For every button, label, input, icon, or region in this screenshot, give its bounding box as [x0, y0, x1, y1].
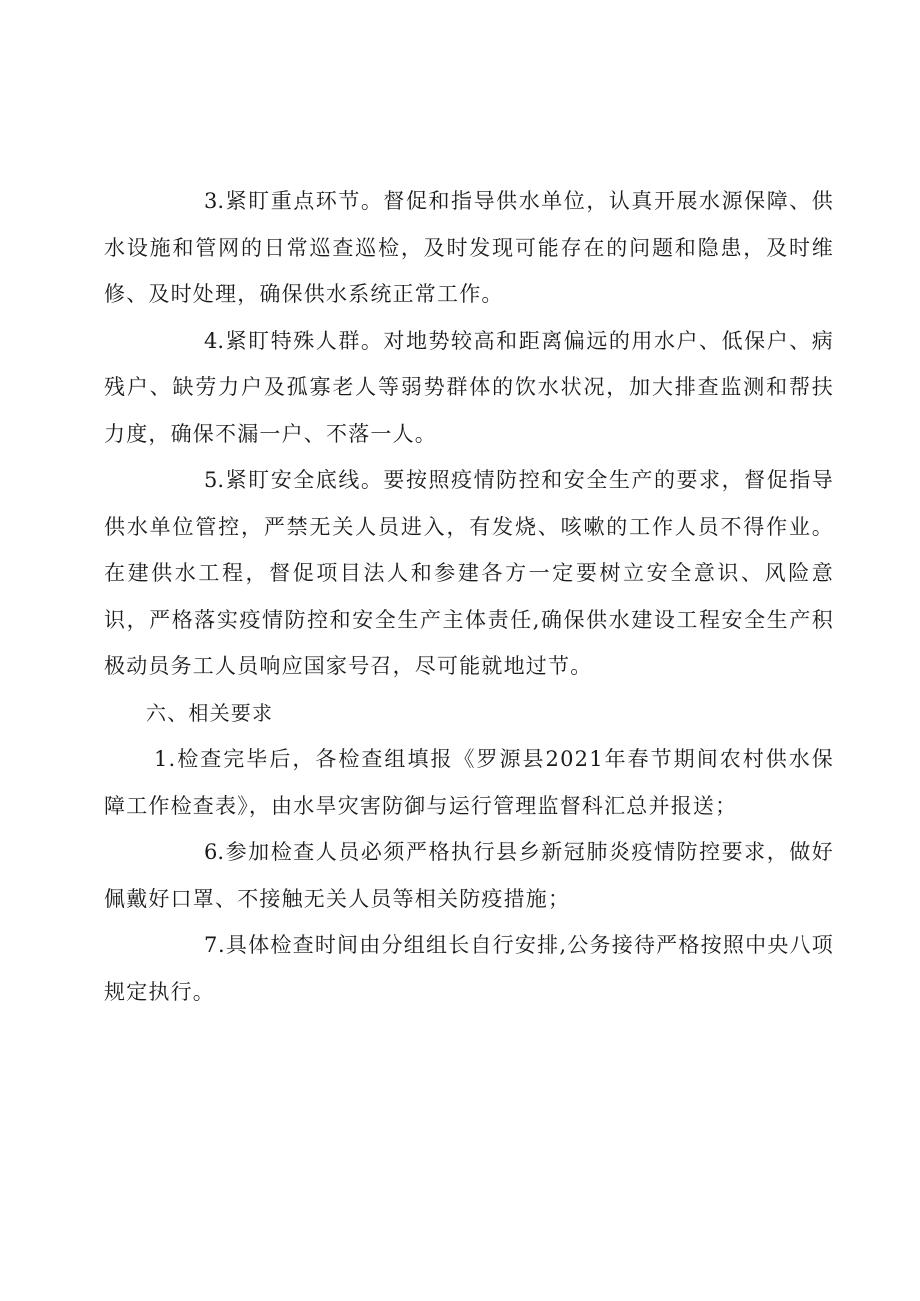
item-text: .紧盯重点环节。督促和指导供水单位，认真开展水源保障、供水设施和管网的日常巡查巡检，及时发现可能存在的问题和隐患，及时维修、及时处理，确保供水系统正常工作。	[104, 189, 834, 306]
item-number: 3	[204, 189, 218, 213]
item-number: 7	[204, 933, 218, 957]
item-number: 5	[204, 468, 218, 492]
item-text: 1.检查完毕后，各检查组填报《罗源县2021年春节期间农村供水保障工作检查表》，由水旱灾害防御与运行管理监督科汇总并报送；	[104, 747, 834, 818]
paragraph-item-5	[104, 457, 834, 690]
item-number: 4	[204, 328, 218, 353]
item-text: .具体检查时间由分组组长自行安排,公务接待严格按照中央八项规定执行。	[104, 933, 834, 1004]
requirement-item-7	[104, 922, 834, 1015]
requirement-item-1	[104, 736, 834, 829]
item-text: .紧盯安全底线。要按照疫情防控和安全生产的要求，督促指导供水单位管控，严禁无关人员进入，有发烧、咳嗽的工作人员不得作业。在建供水工程，督促项目法人和参建各方一定要树立安全意识、风险意识，严格落实疫情防控和安全生产主体责任,确保供水建设工程安全生产积极动员务工人员响应国家号召，尽可能就地过节。	[104, 468, 834, 678]
requirement-item-6	[104, 829, 834, 922]
section-heading: 六、相关要求	[146, 700, 274, 725]
paragraph-item-4	[104, 318, 834, 458]
item-text: .参加检查人员必须严格执行县乡新冠肺炎疫情防控要求，做好佩戴好口罩、不接触无关人员等相关防疫措施；	[104, 840, 834, 911]
document-page	[104, 178, 834, 1015]
item-number: 6	[204, 840, 218, 864]
paragraph-item-3	[104, 178, 834, 318]
item-text: .紧盯特殊人群。对地势较高和距离偏远的用水户、低保户、病残户、缺劳力户及孤寡老人等弱势群体的饮水状况，加大排查监测和帮扶力度，确保不漏一户、不落一人。	[104, 328, 834, 446]
